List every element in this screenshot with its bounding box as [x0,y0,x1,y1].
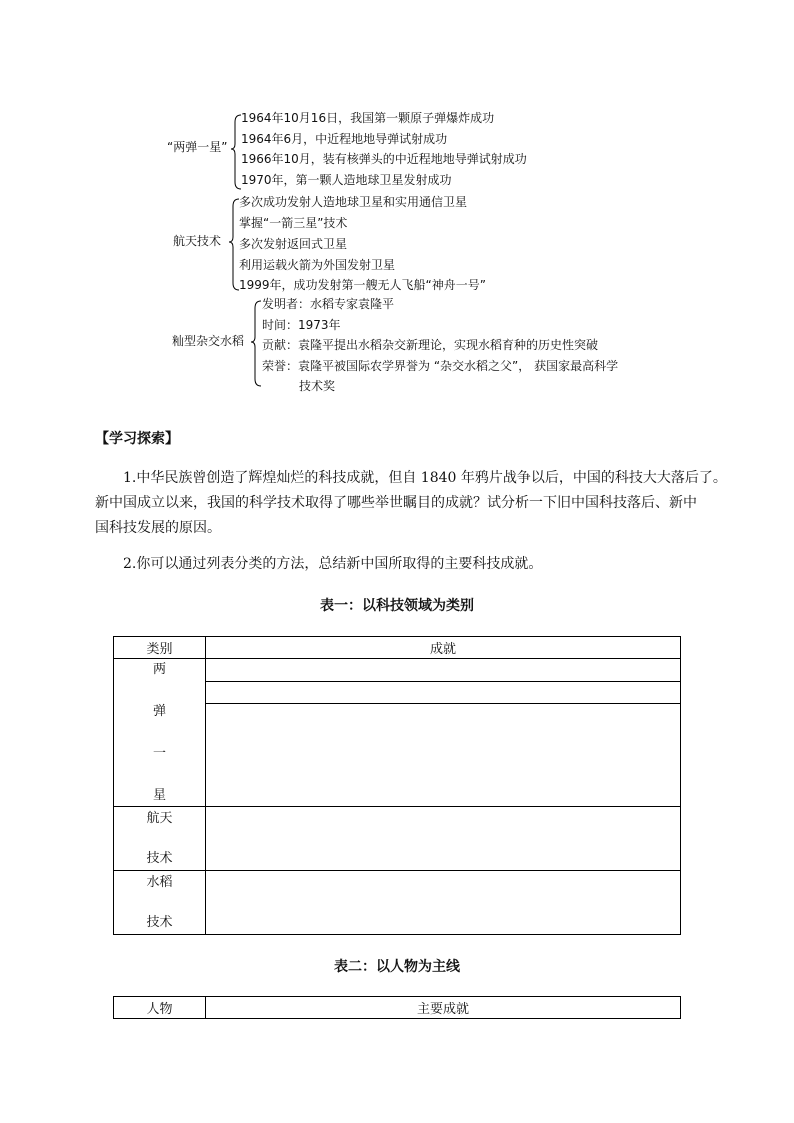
table1-category-two-bombs [114,659,206,807]
table1-category-aerospace [114,807,206,871]
mindmap-item: 多次成功发射人造地球卫星和实用通信卫星 [239,195,468,209]
mindmap-label-hybrid-rice: 籼型杂交水稻 [172,334,245,348]
table2-header-person: 人物 [114,997,206,1019]
table-by-field [113,636,681,935]
table2-header-achievement: 主要成就 [206,997,681,1019]
table1-achievement-cell[interactable] [206,659,681,682]
mindmap-item: 利用运载火箭为外国发射卫星 [239,258,396,272]
mindmap-item: 技术奖 [299,379,336,393]
table1-caption: 表一：以科技领域为类别 [320,598,474,614]
table1-header-category: 类别 [114,637,206,659]
mindmap-label-two-bombs-one-satellite: “两弹一星” [167,140,228,154]
mindmap-item: 1970年，第一颗人造地球卫星发射成功 [241,173,452,187]
cat-line: 航天 [146,811,173,826]
cat-char: 弹 [152,704,166,719]
cat-char: 星 [152,788,166,803]
mindmap-item: 多次发射返回式卫星 [239,237,348,251]
mindmap-item: 发明者：水稻专家袁隆平 [262,297,395,311]
cat-char: 两 [152,662,166,677]
cat-line: 技术 [146,851,173,866]
mindmap-brace-3 [250,297,262,391]
table1-achievement-cell[interactable] [206,704,681,807]
table1-category-rice [114,871,206,935]
table1-achievement-cell[interactable] [206,871,681,935]
mindmap-item: 1999年，成功发射第一艘无人飞船“神舟一号” [239,278,486,292]
paragraph-1-line-3: 国科技发展的原因。 [95,520,221,536]
table1-achievement-cell[interactable] [206,681,681,704]
paragraph-1-line-2: 新中国成立以来，我国的科学技术取得了哪些举世瞩目的成就？试分析一下旧中国科技落后、新中 [95,495,697,511]
table2-caption: 表二：以人物为主线 [334,959,460,975]
table-by-person [113,996,681,1019]
paragraph-2: 2.你可以通过列表分类的方法，总结新中国所取得的主要科技成就。 [123,556,543,572]
table1-achievement-cell[interactable] [206,807,681,871]
cat-line: 技术 [146,915,173,930]
paragraph-1-line-1: 1.中华民族曾创造了辉煌灿烂的科技成就，但自 1840 年鸦片战争以后，中国的科技大大落后了。 [123,470,727,486]
mindmap-item: 1964年6月，中近程地地导弹试射成功 [241,132,448,146]
section-heading: 【学习探索】 [95,431,179,447]
table1-header-achievement: 成就 [206,637,681,659]
cat-line: 水稻 [146,875,173,890]
mindmap-item: 时间：1973年 [262,318,341,332]
mindmap-item: 贡献：袁隆平提出水稻杂交新理论，实现水稻育种的历史性突破 [262,338,599,352]
cat-char: 一 [152,746,166,761]
mindmap-item: 掌握“一箭三星”技术 [239,216,348,230]
mindmap-label-aerospace: 航天技术 [173,234,222,248]
mindmap-item: 1966年10月，装有核弹头的中近程地地导弹试射成功 [241,152,527,166]
mindmap-item: 荣誉：袁隆平被国际农学界誉为 “杂交水稻之父”， 获国家最高科学 [262,359,619,373]
mindmap-item: 1964年10月16日，我国第一颗原子弹爆炸成功 [241,111,495,125]
